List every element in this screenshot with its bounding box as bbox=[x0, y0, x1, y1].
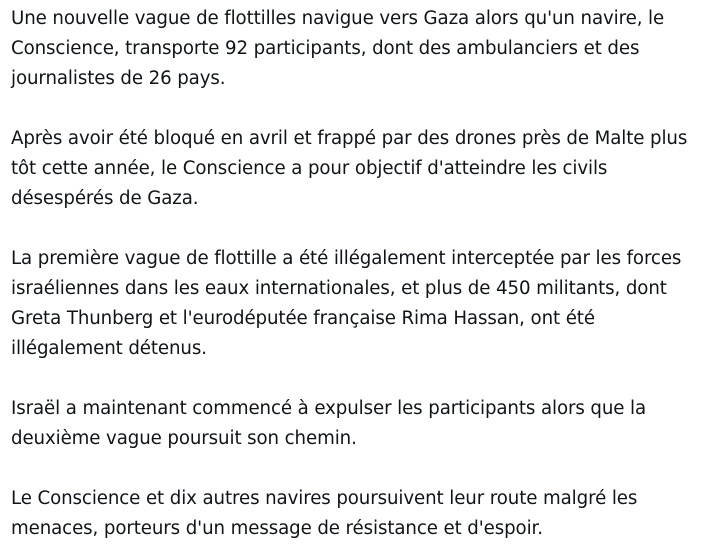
paragraph-2: Après avoir été bloqué en avril et frappé par des drones près de Malte plus tôt cette année, le Conscience a pour objectif d'atteindre les civils désespérés de Gaza. bbox=[11, 128, 688, 209]
paragraph-5: Le Conscience et dix autres navires poursuivent leur route malgré les menaces, porteurs d'un message de résistance et d'espoir. bbox=[11, 488, 638, 539]
paragraph-3: La première vague de flottille a été illégalement interceptée par les forces israéliennes dans les eaux internationales, et plus de 450 militants, dont Greta Thunberg et l'eurodéputée française Rima Hassan, ont été illégalement détenus. bbox=[11, 248, 682, 359]
paragraph-1: Une nouvelle vague de flottilles navigue vers Gaza alors qu'un navire, le Conscience, transporte 92 participants, dont des ambulanciers et des journalistes de 26 pays. bbox=[11, 8, 665, 89]
paragraph-4: Israël a maintenant commencé à expulser les participants alors que la deuxième vague poursuit son chemin. bbox=[11, 398, 647, 449]
